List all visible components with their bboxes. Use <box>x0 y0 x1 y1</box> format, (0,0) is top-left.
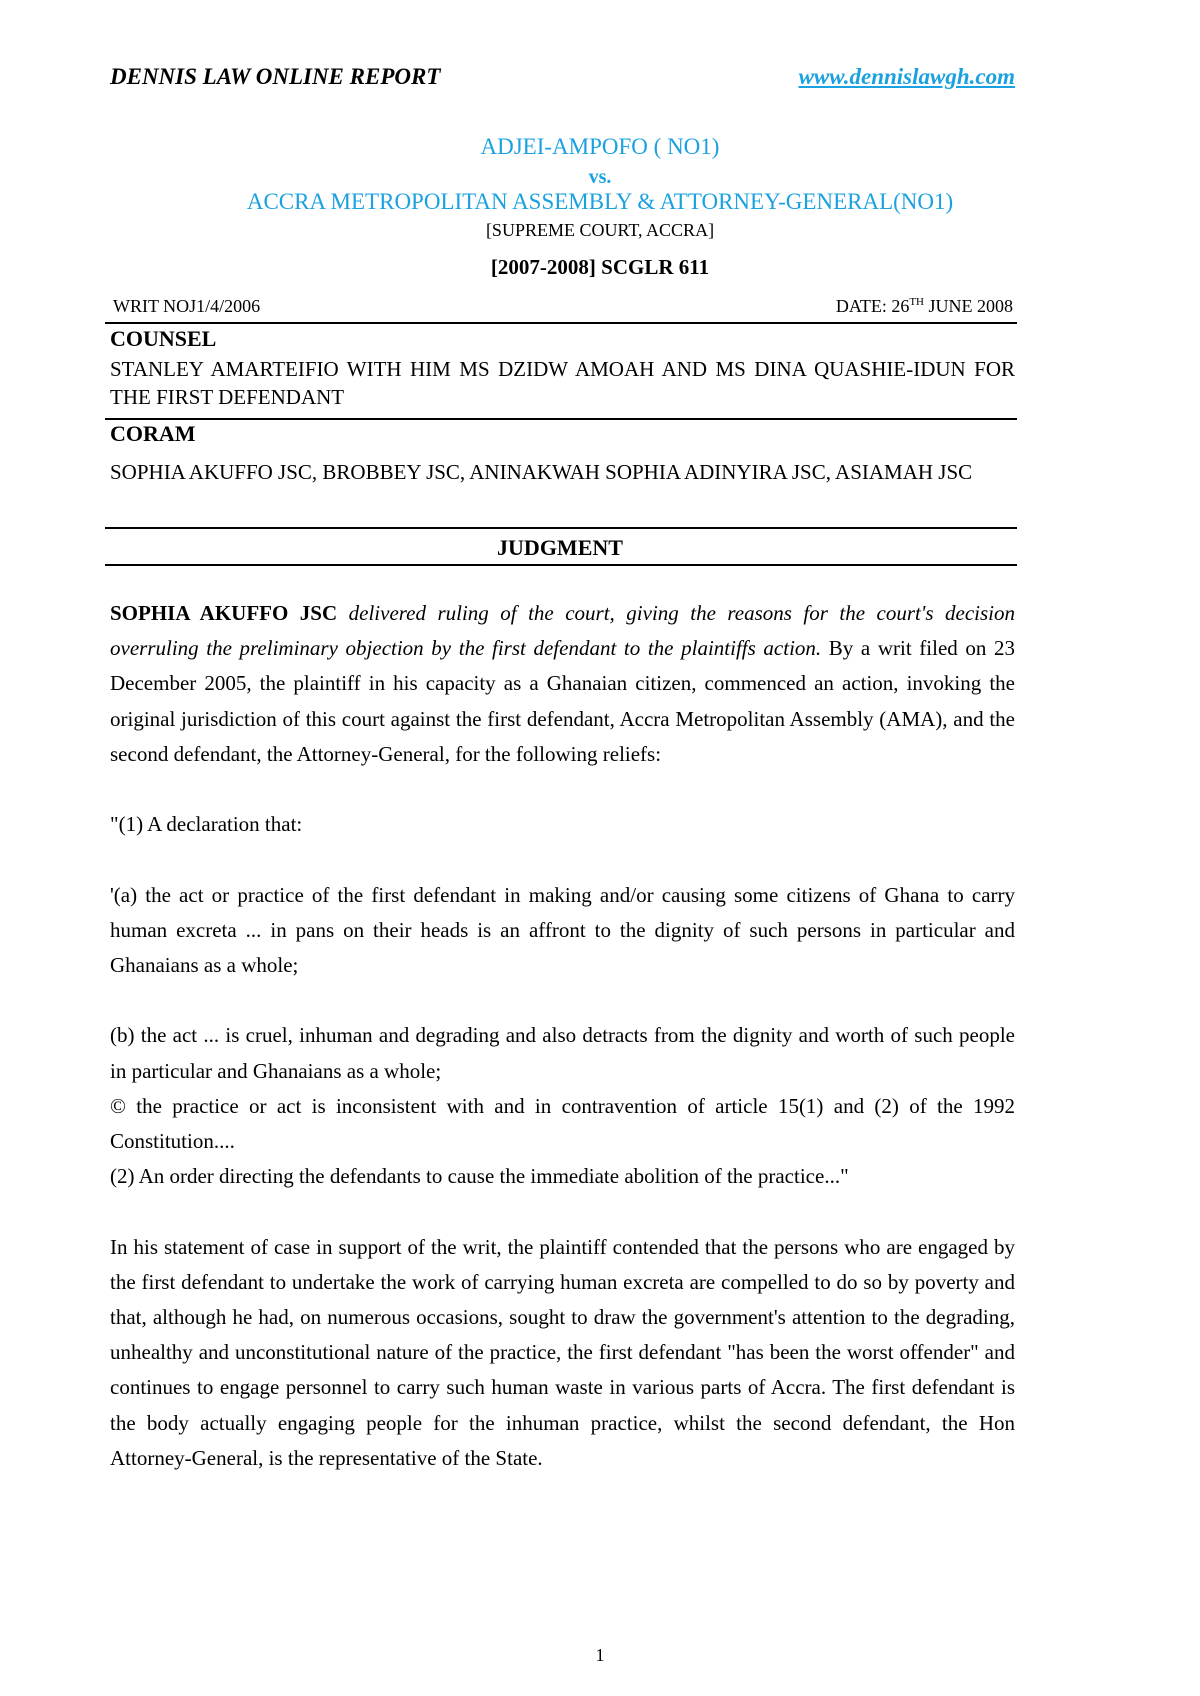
counsel-heading: COUNSEL <box>110 326 217 351</box>
writ-paragraph: By a writ filed on 23 December 2005, the plaintiff in his capacity as a Ghanaian citizen, commenced an action, invoking the original jurisdiction of this court against the first defendant, Accra Metropolitan Assembly (AMA), and the second defendant, the Attorney-General, for the following reliefs: <box>110 636 1016 766</box>
judgment-heading: JUDGMENT <box>497 535 623 560</box>
relief-c: © the practice or act is inconsistent with and in contravention of article 15(1) and (2) of the 1992 Constitution.... <box>110 1093 1015 1153</box>
versus-label: vs. <box>588 166 612 188</box>
case-citation: [2007-2008] SCGLR 611 <box>490 255 710 279</box>
opening-paragraph <box>110 596 1015 772</box>
running-header <box>110 64 1015 94</box>
divider <box>105 527 1017 529</box>
court-name: [SUPREME COURT, ACCRA] <box>485 220 715 240</box>
divider <box>105 418 1017 420</box>
relief-a: '(a) the act or practice of the first defendant in making and/or causing some citizens of Ghana to carry human excreta ... in pans on their heads is an affront to the dignity of such persons in particular and Ghanaians as a whole; <box>110 882 1015 977</box>
statement-paragraph: In his statement of case in support of the writ, the plaintiff contended that the persons who are engaged by the first defendant to undertake the work of carrying human excreta are compelled to do so by poverty and that, although he had, on numerous occasions, sought to draw the government's attention to the degrading, unhealthy and unconstitutional nature of the practice, the first defendant "has been the worst offender" and continues to engage personnel to carry such human waste in various parts of Accra. The first defendant is the body actually engaging people for the inhuman practice, whilst the second defendant, the Hon Attorney-General, is the representative of the State. <box>110 1234 1015 1470</box>
coram-text: SOPHIA AKUFFO JSC, BROBBEY JSC, ANINAKWAH SOPHIA ADINYIRA JSC, ASIAMAH JSC <box>110 460 973 484</box>
divider <box>105 564 1017 566</box>
page-number: 1 <box>595 1645 605 1665</box>
website-link[interactable]: www.dennislawgh.com <box>798 64 1015 89</box>
judge-name: SOPHIA AKUFFO JSC <box>110 601 338 625</box>
relief-2: (2) An order directing the defendants to cause the immediate abolition of the practice..." <box>110 1164 849 1189</box>
relief-heading: "(1) A declaration that: <box>110 812 303 837</box>
case-meta-row <box>113 296 1013 320</box>
writ-number: WRIT NOJ1/4/2006 <box>113 296 261 316</box>
judgment-date: DATE: 26TH JUNE 2008 <box>835 296 1013 316</box>
divider <box>105 322 1017 324</box>
coram-heading: CORAM <box>110 421 196 446</box>
relief-b: (b) the act ... is cruel, inhuman and degrading and also detracts from the dignity and worth of such people in particular and Ghanaians as a whole; <box>110 1023 1015 1083</box>
plaintiff-name: ADJEI-AMPOFO ( NO1) <box>480 134 720 159</box>
defendants-name: ACCRA METROPOLITAN ASSEMBLY & ATTORNEY-GENERAL(NO1) <box>246 189 954 214</box>
counsel-text: STANLEY AMARTEIFIO WITH HIM MS DZIDW AMOAH AND MS DINA QUASHIE-IDUN FOR THE FIRST DEFENDANT <box>110 357 1015 409</box>
publication-name: DENNIS LAW ONLINE REPORT <box>110 64 441 89</box>
opening-summary: delivered ruling of the court, giving the reasons for the court's decision overruling the preliminary objection by the first defendant to the plaintiffs action. <box>110 601 1016 661</box>
judgment-body <box>110 596 1015 1476</box>
